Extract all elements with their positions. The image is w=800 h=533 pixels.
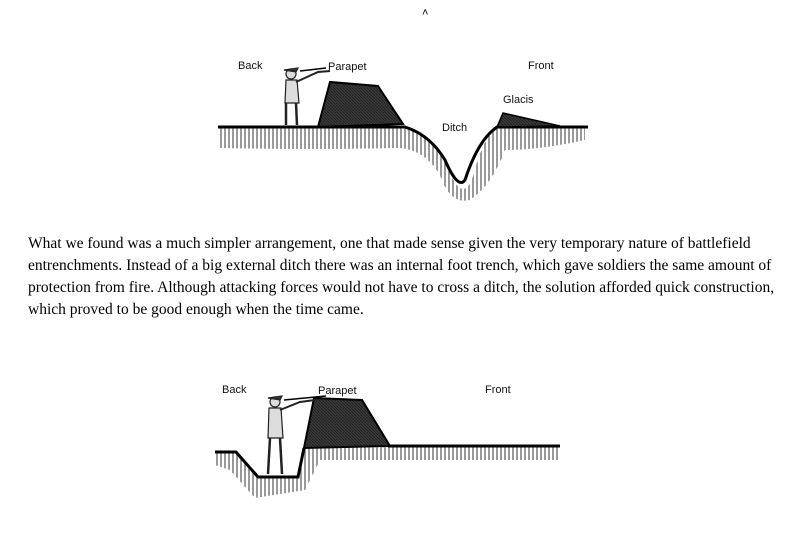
external-ditch-cross-section bbox=[0, 0, 800, 215]
internal-trench-diagram bbox=[0, 360, 800, 533]
external-ditch-diagram bbox=[0, 0, 800, 215]
glacis-shape bbox=[497, 113, 560, 127]
label-glacis: Glacis bbox=[503, 94, 534, 106]
stray-mark: ˄ bbox=[422, 7, 429, 19]
body-paragraph: What we found was a much simpler arrangement, one that made sense given the very temporary nature of battlefield entrenchments. Instead of a big external ditch there was an internal foot trench, which gave soldiers the same amount of protection from fire. Although attacking forces would not have to cross a ditch, the solution afforded quick construction, which proved to be good enough when the time came. bbox=[28, 235, 775, 318]
ground-hatching bbox=[215, 446, 560, 498]
label-parapet: Parapet bbox=[328, 61, 367, 73]
label-ditch: Ditch bbox=[442, 122, 468, 134]
label-parapet: Parapet bbox=[318, 385, 357, 397]
parapet-shape bbox=[304, 398, 390, 448]
label-front: Front bbox=[528, 60, 554, 72]
label-back: Back bbox=[238, 60, 263, 72]
label-back: Back bbox=[222, 384, 247, 396]
internal-trench-cross-section bbox=[0, 360, 800, 533]
label-front: Front bbox=[485, 384, 511, 396]
ground-hatching bbox=[218, 127, 585, 201]
parapet-shape bbox=[318, 82, 403, 127]
